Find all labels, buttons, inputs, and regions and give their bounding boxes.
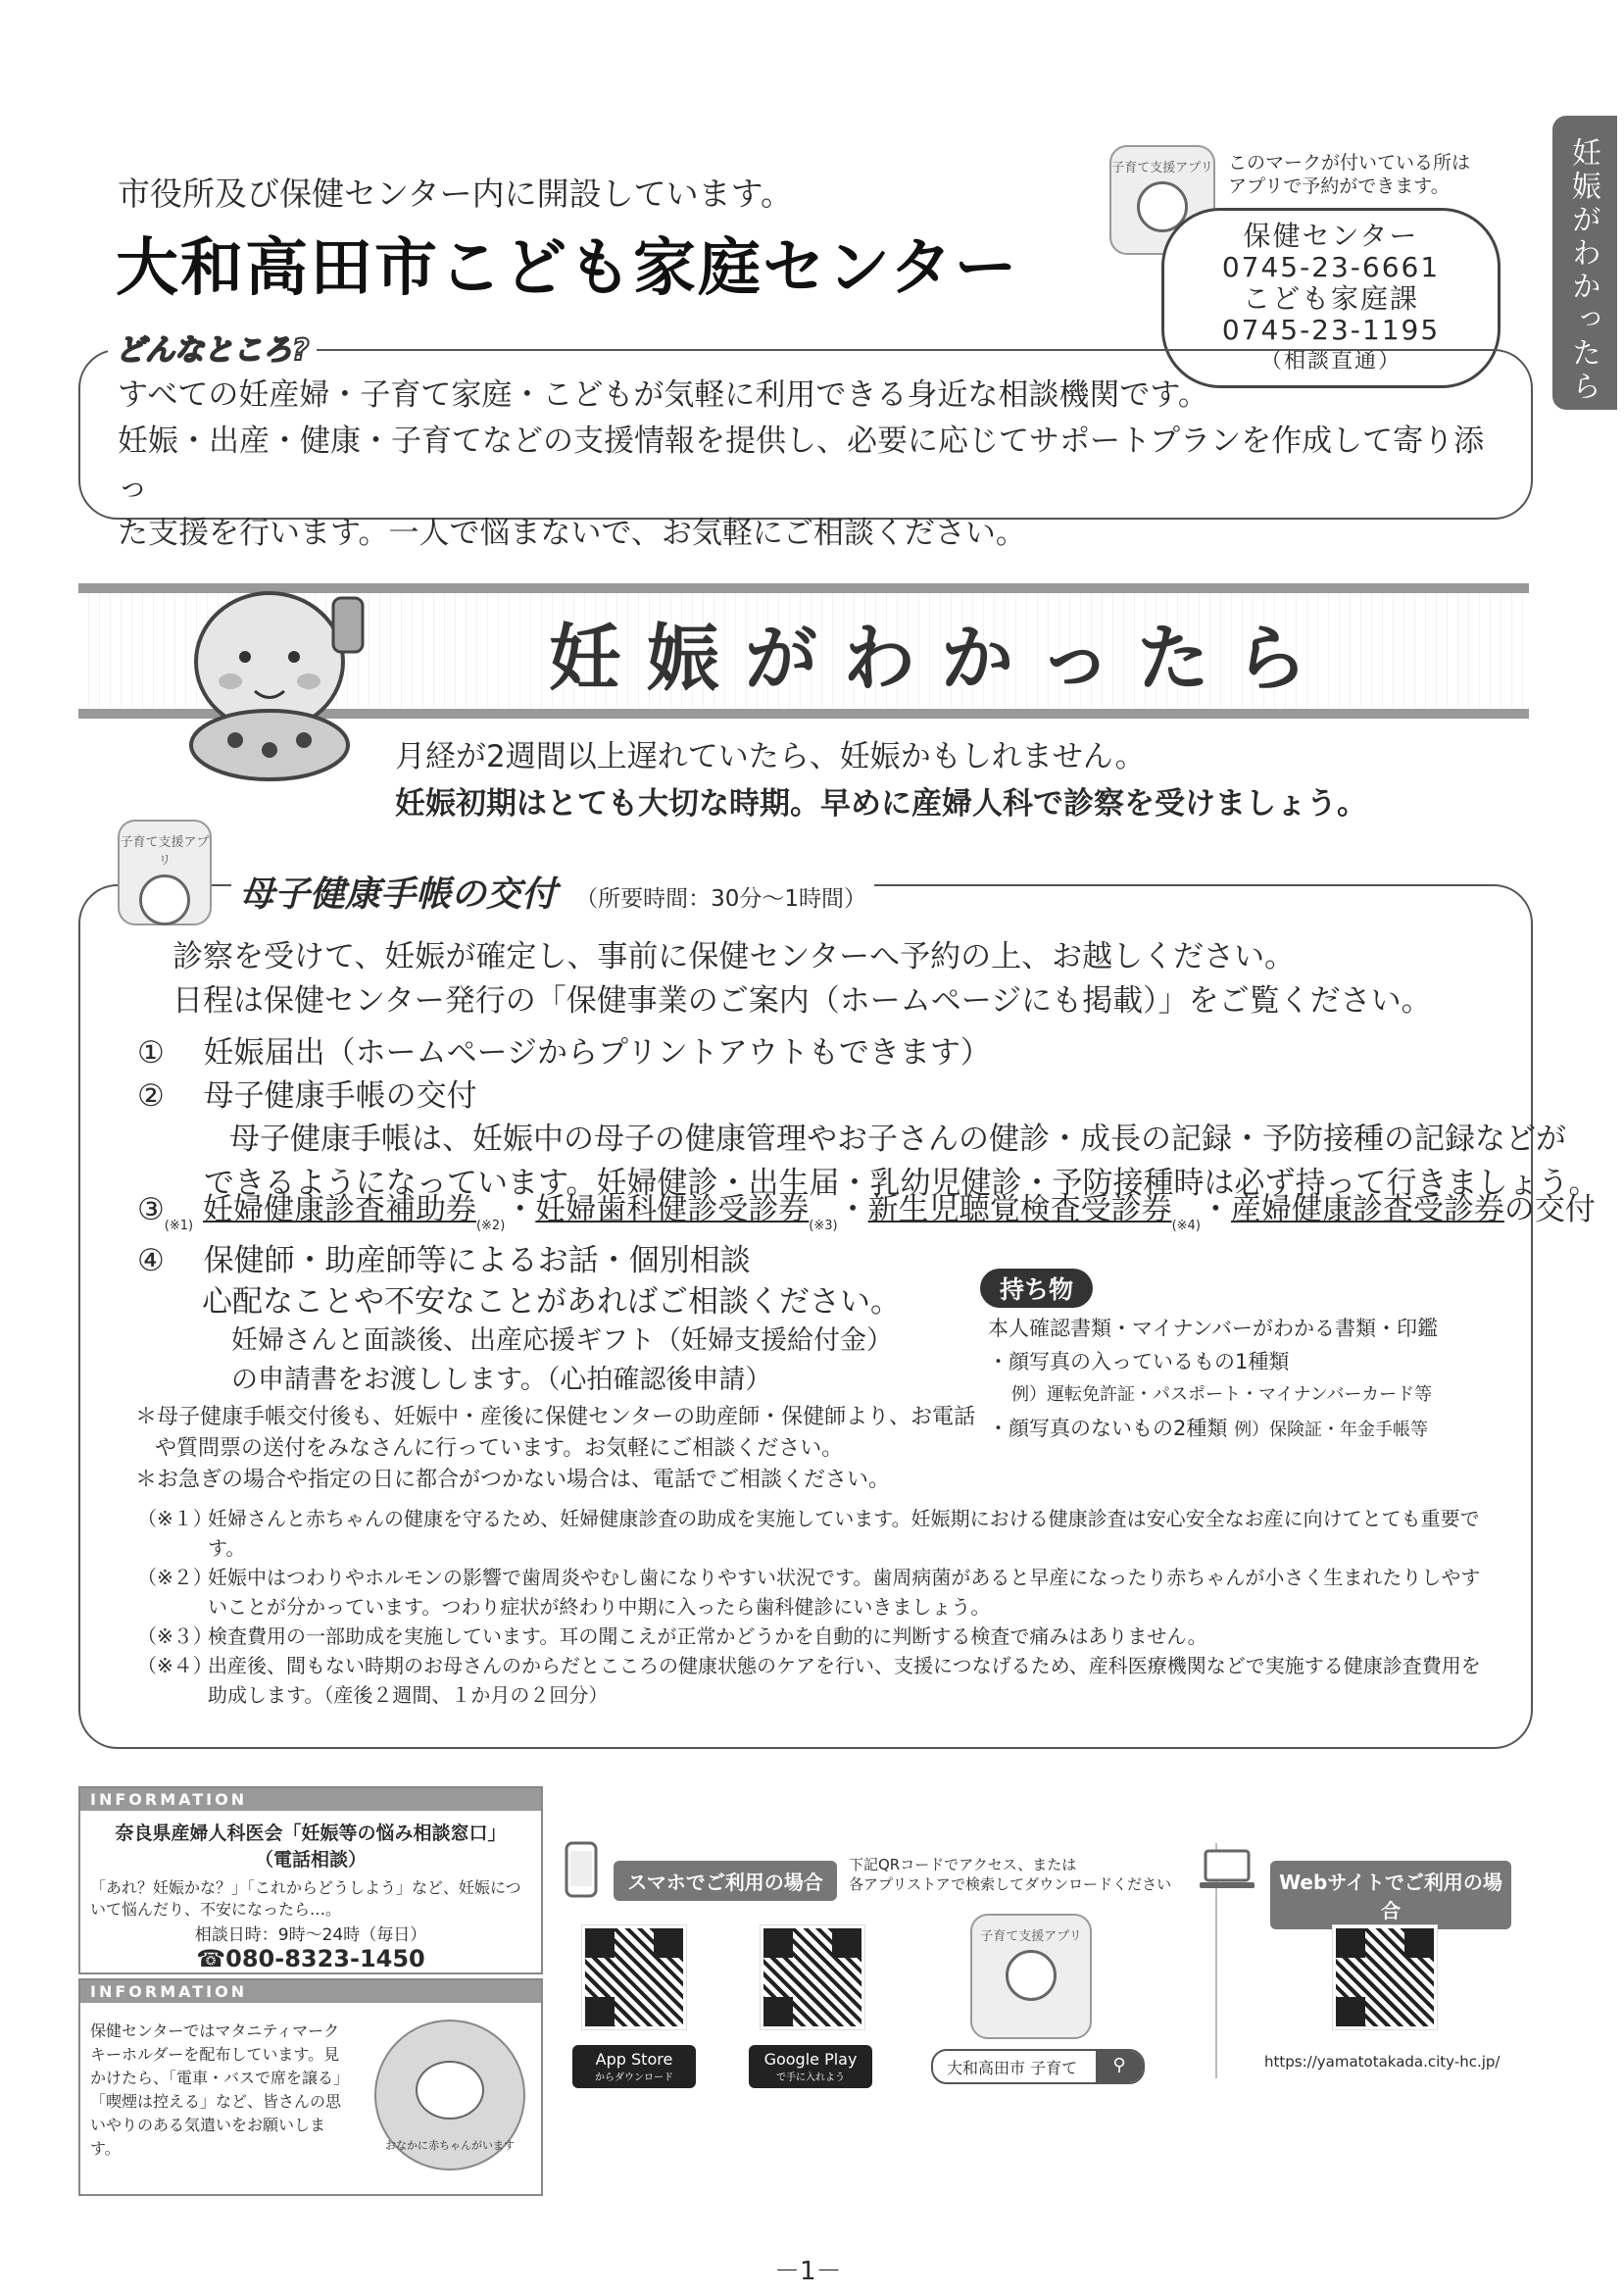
asterisk-notes: ＊母子健康手帳交付後も、妊娠中・産後に保健センターの助産師・保健師より、お電話 や質問票の送付をみなさんに行っています。お気軽にご相談ください。 ＊お急ぎの場合や指定の日に都合がつかない場合は、電話でご相談ください。 <box>135 1405 976 1492</box>
footnote-2: （※２） 妊娠中はつわりやホルモンの影響で歯周炎やむし歯になりやすい状況です。歯周病菌があると早産になったり赤ちゃんが小さく生まれたりしやすいことが分かっています。つわり症状が終わり中期に入ったら歯科健診にいきましょう。 <box>137 1566 1481 1619</box>
footnote-3: （※３） 検査費用の一部助成を実施しています。耳の聞こえが正常かどうかを自動的に判断する検査で痛みはありません。 <box>137 1624 1207 1648</box>
laptop-icon <box>1198 1849 1256 1892</box>
banner-title: 妊娠がわかったら <box>549 617 1333 701</box>
item-4-desc: 妊婦さんと面談後、出産応援ギフト（妊婦支援給付金） の申請書をお渡しします。（心拍確認後申請） <box>231 1325 893 1395</box>
mark-note: このマークが付いている所は アプリで予約ができます。 <box>1228 152 1471 197</box>
search-text: 大和高田市 子育て <box>947 2059 1078 2077</box>
info-box-1: INFORMATION 奈良県産婦人科医会「妊娠等の悩み相談窓口」 （電話相談） 「あれ？妊娠かな？」「これからどうしよう」など、妊娠について悩んだり、不安になったら…。 相談日時：9時～24時（毎日） ☎080-8323-1450 <box>78 1786 543 1974</box>
appstore-qr[interactable] <box>582 1925 686 2029</box>
baby-illustration <box>176 578 372 784</box>
header-subtitle: 市役所及び保健センター内に開設しています。 <box>118 175 794 213</box>
mochimono-list: 本人確認書類・マイナンバーがわかる書類・印鑑 ・顔写真の入っているもの1種類 例）運転免許証・パスポート・マイナンバーカード等 ・顔写真のないもの2種類 例）保険証・年金手帳等 <box>988 1317 1439 1440</box>
hoken-tel[interactable]: 0745-23-6661 <box>1221 251 1441 283</box>
info-tel[interactable]: ☎080-8323-1450 <box>196 1945 425 1972</box>
web-url[interactable]: https://yamatotakada.city-hc.jp/ <box>1264 2053 1501 2071</box>
kodomo-note: （相談直通） <box>1259 349 1402 374</box>
search-icon[interactable]: ⚲ <box>1096 2051 1143 2082</box>
web-qr[interactable] <box>1333 1925 1437 2029</box>
info-label-1: INFORMATION <box>80 1788 541 1811</box>
handbook-duration: （所要時間：30分～1時間） <box>575 886 867 912</box>
qr-note: 下記QRコードでアクセス、または 各アプリストアで検索してダウンロードください <box>849 1856 1172 1893</box>
search-box[interactable] <box>931 2049 1145 2084</box>
kodomo-tel[interactable]: 0745-23-1195 <box>1221 314 1441 346</box>
section-mascot-icon <box>139 874 190 925</box>
footnote-1: （※１） 妊婦さんと赤ちゃんの健康を守るため、妊婦健康診査の助成を実施しています。妊娠期における健康診査は安心安全なお産に向けてとても重要です。 <box>137 1507 1480 1560</box>
mochimono-title: 持ち物 <box>980 1269 1093 1308</box>
page-title: 大和高田市こども家庭センター <box>116 232 1019 305</box>
footnotes <box>137 1504 1490 1710</box>
item-2: ② 母子健康手帳の交付 <box>137 1078 477 1114</box>
kodomo-name: こども家庭課 <box>1242 282 1419 315</box>
lead-text: 月経が2週間以上遅れていたら、妊娠かもしれません。 妊娠初期はとても大切な時期。早めに産婦人科で診察を受けましょう。 <box>395 739 1367 822</box>
side-tab <box>1552 116 1617 410</box>
side-tab-label: 妊娠がわかったら <box>1566 137 1600 404</box>
section-heading <box>231 867 874 917</box>
app-icon: 子育て支援アプリ <box>970 1914 1092 2039</box>
page-number: －1－ <box>774 2257 842 2286</box>
item-4-sub: 心配なことや不安なことがあればご相談ください。 <box>202 1284 901 1320</box>
app-icon-mascot <box>1006 1950 1057 2001</box>
section-app-badge: 子育て支援アプリ <box>118 820 212 925</box>
info-label-2: INFORMATION <box>80 1980 541 2003</box>
handbook-heading: 母子健康手帳の交付 <box>239 874 558 915</box>
item-4: ④ 保健師・助産師等によるお話・個別相談 <box>137 1243 751 1278</box>
smartphone-icon <box>565 1841 598 1898</box>
googleplay-qr[interactable] <box>761 1925 864 2029</box>
info-box-2: INFORMATION 保健センターではマタニティマークキーホルダーを配布しています。見かけたら、「電車・バスで席を譲る」「喫煙は控える」など、皆さんの思いやりのある気遣いをお願いします。 おなかに赤ちゃんがいます <box>78 1978 543 2196</box>
appstore-button[interactable]: App Store からダウンロード <box>572 2045 696 2088</box>
intro-text: すべての妊産婦・子育て家庭・こどもが気軽に利用できる身近な相談機関です。 妊娠・出産・健康・子育てなどの支援情報を提供し、必要に応じてサポートプランを作成して寄り添っ た支援を行います。一人で悩まないで、お気軽にご相談ください。 <box>118 377 1485 551</box>
hoken-name: 保健センター <box>1243 220 1419 252</box>
footnote-4: （※４） 出産後、間もない時期のお母さんのからだとこころの健康状態のケアを行い、支援につなげるため、産科医療機関などで実施する健康診査費用を助成します。（産後２週間、１か月の２回分） <box>137 1654 1481 1707</box>
smartphone-label: スマホでご利用の場合 <box>614 1861 837 1901</box>
intro-label: どんなところ? <box>108 325 317 369</box>
maternity-mark-icon: おなかに赤ちゃんがいます <box>374 2020 525 2171</box>
handbook-intro: 診察を受けて、妊娠が確定し、事前に保健センターへ予約の上、お越しください。 日程は保健センター発行の「保健事業のご案内（ホームページにも掲載）」をご覧ください。 <box>172 939 1432 1019</box>
googleplay-button[interactable]: Google Play で手に入れよう <box>749 2045 872 2088</box>
item-1: ① 妊娠届出（ホームページからプリントアウトもできます） <box>137 1035 991 1071</box>
app-mark-text: 子育て支援アプリ <box>1111 161 1213 175</box>
item-2-desc: 母子健康手帳は、妊娠中の母子の健康管理やお子さんの健診・成長の記録・予防接種の記録などが できるようになっています。妊婦健診・出生届・乳幼児健診・予防接種時は必ず持って行きましょう。 <box>204 1122 1599 1201</box>
item-3: $③_{(※1)}$ 妊婦健康診査補助券$_{(※2)}$・妊婦歯科健診受診券$_{(※3)}$・新生児聴覚検査受診券$_{(※4)}$・産婦健康診査受診券の交付 <box>137 1192 1596 1233</box>
web-label: Webサイトでご利用の場合 <box>1270 1861 1511 1929</box>
